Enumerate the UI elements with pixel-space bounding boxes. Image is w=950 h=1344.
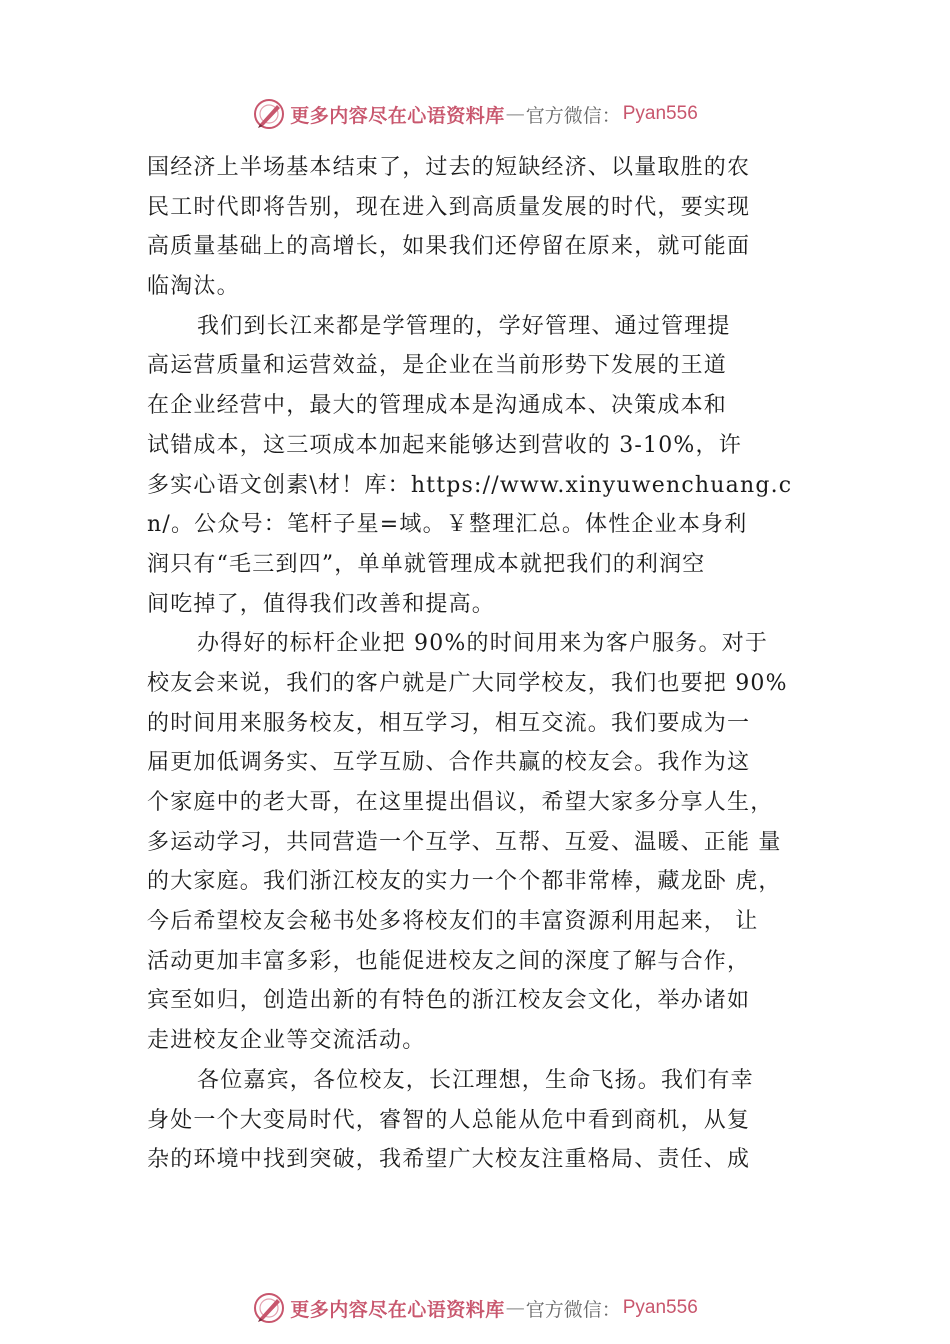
body-line: 润只有“毛三到四”，单单就管理成本就把我们的利润空	[147, 551, 706, 577]
body-line: 杂的环境中找到突破，我希望广大校友注重格局、责任、成	[147, 1147, 751, 1173]
body-line: 间吃掉了，值得我们改善和提高。	[147, 591, 496, 617]
body-line: 身处一个大变局时代，睿智的人总能从危中看到商机，从复	[147, 1107, 751, 1133]
banner-wechat-label: 官方微信：	[525, 1298, 621, 1321]
banner-title: 更多内容尽在心语资料库	[290, 1298, 505, 1321]
pen-logo-icon	[252, 97, 286, 131]
banner-separator: —	[505, 1297, 525, 1319]
body-line: 试错成本，这三项成本加起来能够达到营收的 3-10%，许	[147, 432, 742, 458]
body-line: 国经济上半场基本结束了，过去的短缺经济、以量取胜的农	[147, 155, 751, 180]
body-line: 多运动学习，共同营造一个互学、互帮、互爱、温暖、正能 量	[147, 829, 782, 855]
body-line: 校友会来说，我们的客户就是广大同学校友，我们也要把 90%	[147, 670, 788, 696]
banner-wechat-id: Pyan556	[622, 103, 698, 124]
header-banner	[0, 94, 950, 134]
body-line: 今后希望校友会秘书处多将校友们的丰富资源利用起来， 让	[147, 909, 759, 935]
body-line: 各位嘉宾，各位校友，长江理想，生命飞扬。我们有幸	[197, 1067, 754, 1093]
document-body	[147, 148, 827, 1180]
banner-wechat-label: 官方微信：	[525, 104, 621, 127]
body-line: 活动更加丰富多彩，也能促进校友之间的深度了解与合作，	[147, 948, 751, 974]
body-line: 在企业经营中，最大的管理成本是沟通成本、决策成本和	[147, 393, 728, 419]
body-line: 个家庭中的老大哥，在这里提出倡议，希望大家多分享人生，	[147, 790, 774, 815]
body-line: 民工时代即将告别，现在进入到高质量发展的时代，要实现	[147, 194, 751, 220]
banner-wechat-id: Pyan556	[622, 1297, 698, 1318]
pen-logo-icon	[252, 1291, 286, 1325]
body-line: 我们到长江来都是学管理的，学好管理、通过管理提	[197, 313, 731, 339]
body-line: 办得好的标杆企业把 90%的时间用来为客户服务。对于	[197, 631, 769, 657]
banner-separator: —	[505, 103, 525, 125]
body-line: 的时间用来服务校友，相互学习，相互交流。我们要成为一	[147, 710, 751, 736]
body-line: 的大家庭。我们浙江校友的实力一个个都非常棒，藏龙卧 虎，	[147, 869, 782, 895]
footer-banner	[0, 1288, 950, 1328]
body-line: 高运营质量和运营效益，是企业在当前形势下发展的王道	[147, 353, 728, 379]
body-line: 高质量基础上的高增长，如果我们还停留在原来，就可能面	[147, 234, 751, 260]
body-line: 宾至如归，创造出新的有特色的浙江校友会文化，举办诸如	[147, 988, 751, 1014]
banner-title: 更多内容尽在心语资料库	[290, 104, 505, 127]
body-line: 临淘汰。	[147, 274, 240, 300]
body-line: n/。公众号：笔杆子星=域。￥整理汇总。体性企业本身利	[147, 512, 748, 538]
body-line: 届更加低调务实、互学互励、合作共赢的校友会。我作为这	[147, 750, 751, 776]
body-line: 走进校友企业等交流活动。	[147, 1028, 426, 1054]
body-line: 多实心语文创素\材！库：https://www.xinyuwenchuang.c	[147, 472, 793, 498]
